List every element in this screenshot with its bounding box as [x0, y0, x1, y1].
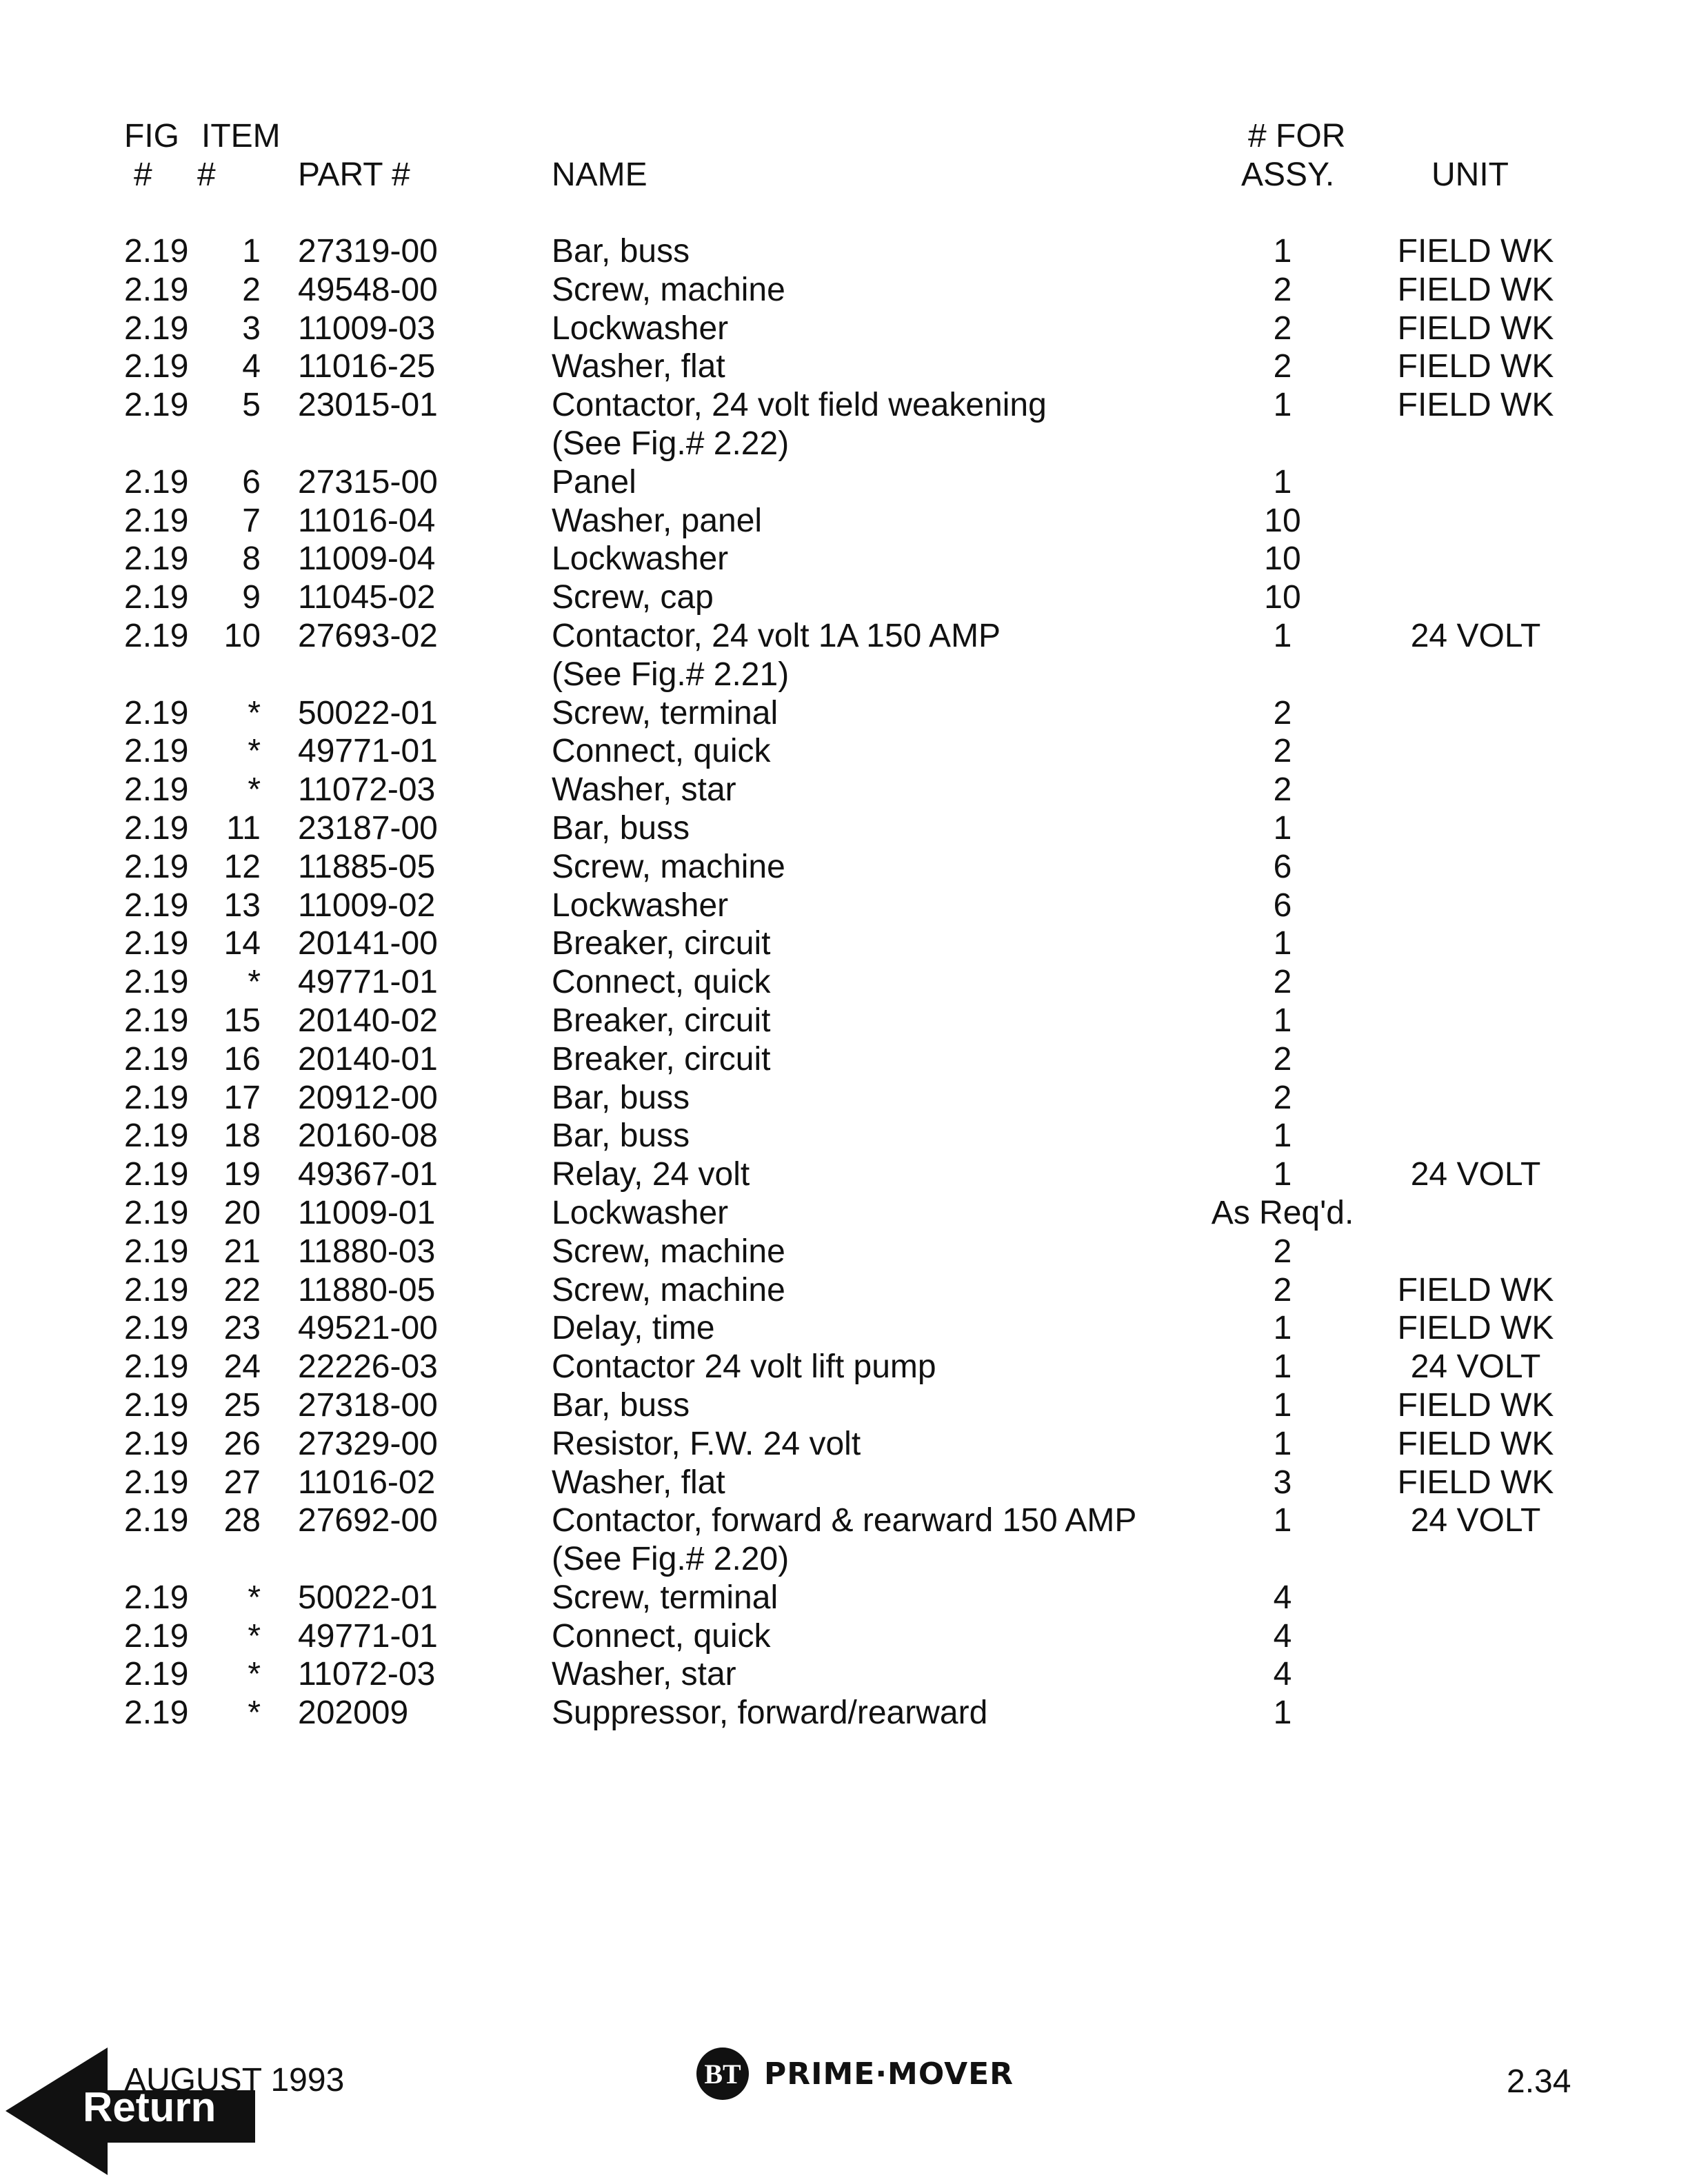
name-cell: Lockwasher	[552, 310, 729, 347]
item-cell: 7	[242, 502, 261, 539]
qty-cell: 1	[1273, 925, 1292, 962]
item-cell: 8	[242, 540, 261, 578]
table-row	[0, 887, 1688, 925]
name-cell: Bar, buss	[552, 1386, 690, 1424]
qty-cell: 1	[1273, 1156, 1292, 1193]
name-cell: Washer, panel	[552, 502, 763, 539]
part-number-cell: 27315-00	[298, 463, 438, 501]
name-cell: (See Fig.# 2.22)	[552, 425, 790, 462]
table-row	[0, 502, 1688, 540]
table-row	[0, 1617, 1688, 1656]
fig-cell: 2.19	[124, 1079, 189, 1116]
table-row	[0, 310, 1688, 348]
name-cell: (See Fig.# 2.21)	[552, 656, 790, 693]
name-cell: Contactor, 24 volt field weakening	[552, 387, 1047, 424]
unit-cell: FIELD WK	[1397, 271, 1554, 308]
fig-cell: 2.19	[124, 964, 189, 1001]
item-cell: *	[248, 1695, 261, 1732]
name-cell: Lockwasher	[552, 540, 729, 578]
unit-cell: FIELD WK	[1397, 310, 1554, 347]
qty-cell: 1	[1273, 1118, 1292, 1155]
item-cell: 11	[226, 809, 261, 847]
unit-cell: FIELD WK	[1397, 387, 1554, 424]
name-cell: Washer, flat	[552, 348, 725, 385]
qty-cell: 10	[1264, 502, 1301, 539]
name-cell: (See Fig.# 2.20)	[552, 1541, 790, 1578]
qty-cell: 2	[1273, 694, 1292, 731]
item-cell: 20	[223, 1194, 261, 1231]
name-cell: Bar, buss	[552, 1079, 690, 1116]
name-cell: Relay, 24 volt	[552, 1156, 750, 1193]
fig-cell: 2.19	[124, 1271, 189, 1308]
item-cell: 3	[242, 310, 261, 347]
item-cell: 25	[223, 1386, 261, 1424]
part-number-cell: 20141-00	[298, 925, 438, 962]
item-cell: 9	[242, 579, 261, 616]
part-number-cell: 11016-04	[298, 502, 436, 539]
part-number-cell: 49521-00	[298, 1310, 438, 1347]
table-row	[0, 924, 1688, 963]
header-item-line1: ITEM	[201, 118, 281, 154]
qty-cell: 6	[1273, 887, 1292, 924]
part-number-cell: 11009-03	[298, 310, 436, 347]
part-number-cell: 49771-01	[298, 964, 438, 1001]
header-qty-line1: # FOR	[1248, 118, 1346, 154]
header-name: NAME	[552, 156, 647, 193]
name-cell: Lockwasher	[552, 887, 729, 924]
item-cell: *	[248, 964, 261, 1001]
item-cell: 4	[242, 348, 261, 385]
item-cell: 21	[223, 1233, 261, 1270]
fig-cell: 2.19	[124, 233, 189, 270]
unit-cell: 24 VOLT	[1410, 617, 1541, 654]
unit-cell: FIELD WK	[1397, 1425, 1554, 1462]
table-row	[0, 1040, 1688, 1079]
qty-cell: As Req'd.	[1211, 1194, 1354, 1231]
fig-cell: 2.19	[124, 1233, 189, 1270]
header-fig-line1: FIG	[124, 118, 179, 154]
qty-cell: 1	[1273, 387, 1292, 424]
fig-cell: 2.19	[124, 1156, 189, 1193]
table-row	[0, 1002, 1688, 1040]
table-row	[0, 1425, 1688, 1464]
unit-cell: 24 VOLT	[1410, 1156, 1541, 1193]
qty-cell: 1	[1273, 1425, 1292, 1462]
item-cell: *	[248, 771, 261, 809]
qty-cell: 1	[1273, 1348, 1292, 1386]
name-cell: Screw, terminal	[552, 694, 778, 731]
fig-cell: 2.19	[124, 694, 189, 731]
unit-cell: FIELD WK	[1397, 1271, 1554, 1308]
fig-cell: 2.19	[124, 1310, 189, 1347]
name-cell: Washer, star	[552, 1656, 736, 1693]
table-row	[0, 1233, 1688, 1271]
fig-cell: 2.19	[124, 502, 189, 539]
name-cell: Lockwasher	[552, 1194, 729, 1231]
table-row	[0, 1464, 1688, 1502]
name-cell: Delay, time	[552, 1310, 715, 1347]
table-row	[0, 1502, 1688, 1540]
table-row	[0, 271, 1688, 310]
part-number-cell: 11009-04	[298, 540, 436, 578]
name-cell: Screw, machine	[552, 1233, 785, 1270]
part-number-cell: 20140-02	[298, 1002, 438, 1039]
fig-cell: 2.19	[124, 733, 189, 770]
part-number-cell: 11880-03	[298, 1233, 436, 1270]
fig-cell: 2.19	[124, 771, 189, 809]
name-cell: Screw, machine	[552, 1271, 785, 1308]
part-number-cell: 11072-03	[298, 1656, 436, 1693]
item-cell: 1	[242, 233, 261, 270]
fig-cell: 2.19	[124, 809, 189, 847]
fig-cell: 2.19	[124, 463, 189, 501]
item-cell: 22	[223, 1271, 261, 1308]
table-row	[0, 232, 1688, 271]
bt-logo-icon: BT	[696, 2048, 749, 2100]
fig-cell: 2.19	[124, 310, 189, 347]
name-cell: Bar, buss	[552, 233, 690, 270]
table-row	[0, 809, 1688, 848]
fig-cell: 2.19	[124, 1695, 189, 1732]
qty-cell: 1	[1273, 1386, 1292, 1424]
part-number-cell: 11880-05	[298, 1271, 436, 1308]
qty-cell: 2	[1273, 1271, 1292, 1308]
qty-cell: 1	[1273, 809, 1292, 847]
fig-cell: 2.19	[124, 1502, 189, 1539]
item-cell: 27	[223, 1464, 261, 1501]
part-number-cell: 27319-00	[298, 233, 438, 270]
name-cell: Screw, terminal	[552, 1579, 778, 1616]
item-cell: 6	[242, 463, 261, 501]
table-row	[0, 1579, 1688, 1617]
fig-cell: 2.19	[124, 540, 189, 578]
part-number-cell: 23187-00	[298, 809, 438, 847]
fig-cell: 2.19	[124, 1118, 189, 1155]
item-cell: 19	[223, 1156, 261, 1193]
name-cell: Connect, quick	[552, 733, 771, 770]
name-cell: Washer, flat	[552, 1464, 725, 1501]
fig-cell: 2.19	[124, 1617, 189, 1655]
part-number-cell: 49367-01	[298, 1156, 438, 1193]
part-number-cell: 23015-01	[298, 387, 438, 424]
table-row	[0, 1194, 1688, 1233]
header-part: PART #	[298, 156, 410, 193]
return-button[interactable]	[6, 2048, 261, 2175]
name-cell: Connect, quick	[552, 1617, 771, 1655]
qty-cell: 10	[1264, 579, 1301, 616]
qty-cell: 1	[1273, 1695, 1292, 1732]
item-cell: 18	[223, 1118, 261, 1155]
table-row	[0, 386, 1688, 425]
unit-cell: FIELD WK	[1397, 1310, 1554, 1347]
name-cell: Connect, quick	[552, 964, 771, 1001]
name-cell: Resistor, F.W. 24 volt	[552, 1425, 861, 1462]
fig-cell: 2.19	[124, 1464, 189, 1501]
item-cell: 15	[223, 1002, 261, 1039]
table-row	[0, 1271, 1688, 1310]
item-cell: 10	[223, 617, 261, 654]
name-cell: Contactor, 24 volt 1A 150 AMP	[552, 617, 1001, 654]
fig-cell: 2.19	[124, 387, 189, 424]
item-cell: *	[248, 733, 261, 770]
part-number-cell: 202009	[298, 1695, 409, 1732]
table-row	[0, 578, 1688, 617]
qty-cell: 2	[1273, 733, 1292, 770]
part-number-cell: 27692-00	[298, 1502, 438, 1539]
qty-cell: 2	[1273, 310, 1292, 347]
qty-cell: 2	[1273, 1040, 1292, 1078]
header-qty-line2: ASSY.	[1241, 156, 1335, 193]
part-number-cell: 11016-02	[298, 1464, 436, 1501]
fig-cell: 2.19	[124, 848, 189, 885]
qty-cell: 10	[1264, 540, 1301, 578]
table-row	[0, 463, 1688, 502]
name-cell: Screw, machine	[552, 848, 785, 885]
part-number-cell: 50022-01	[298, 694, 438, 731]
qty-cell: 4	[1273, 1579, 1292, 1616]
item-cell: *	[248, 1617, 261, 1655]
table-row	[0, 617, 1688, 656]
name-cell: Screw, cap	[552, 579, 714, 616]
table-row	[0, 1386, 1688, 1425]
brand-logo	[696, 2046, 1014, 2101]
item-cell: 16	[223, 1040, 261, 1078]
table-row	[0, 1694, 1688, 1732]
table-row	[0, 1155, 1688, 1194]
fig-cell: 2.19	[124, 925, 189, 962]
qty-cell: 1	[1273, 233, 1292, 270]
table-row-note	[0, 425, 1688, 463]
table-row	[0, 540, 1688, 578]
part-number-cell: 20160-08	[298, 1118, 438, 1155]
part-number-cell: 27318-00	[298, 1386, 438, 1424]
table-row	[0, 848, 1688, 887]
fig-cell: 2.19	[124, 579, 189, 616]
table-row	[0, 1348, 1688, 1386]
name-cell: Washer, star	[552, 771, 736, 809]
part-number-cell: 11885-05	[298, 848, 436, 885]
part-number-cell: 20912-00	[298, 1079, 438, 1116]
item-cell: 23	[223, 1310, 261, 1347]
name-cell: Breaker, circuit	[552, 1040, 771, 1078]
fig-cell: 2.19	[124, 1040, 189, 1078]
item-cell: 24	[223, 1348, 261, 1386]
unit-cell: FIELD WK	[1397, 1464, 1554, 1501]
part-number-cell: 11009-02	[298, 887, 436, 924]
unit-cell: 24 VOLT	[1410, 1502, 1541, 1539]
qty-cell: 1	[1273, 1002, 1292, 1039]
qty-cell: 1	[1273, 463, 1292, 501]
item-cell: 26	[223, 1425, 261, 1462]
part-number-cell: 49548-00	[298, 271, 438, 308]
table-row	[0, 347, 1688, 386]
table-row	[0, 1079, 1688, 1118]
part-number-cell: 11009-01	[298, 1194, 436, 1231]
unit-cell: FIELD WK	[1397, 348, 1554, 385]
fig-cell: 2.19	[124, 1348, 189, 1386]
part-number-cell: 11045-02	[298, 579, 436, 616]
qty-cell: 4	[1273, 1656, 1292, 1693]
qty-cell: 2	[1273, 964, 1292, 1001]
name-cell: Contactor 24 volt lift pump	[552, 1348, 936, 1386]
qty-cell: 6	[1273, 848, 1292, 885]
name-cell: Screw, machine	[552, 271, 785, 308]
fig-cell: 2.19	[124, 348, 189, 385]
item-cell: 2	[242, 271, 261, 308]
item-cell: 17	[223, 1079, 261, 1116]
item-cell: *	[248, 694, 261, 731]
item-cell: *	[248, 1579, 261, 1616]
part-number-cell: 22226-03	[298, 1348, 438, 1386]
header-unit: UNIT	[1431, 156, 1509, 193]
name-cell: Panel	[552, 463, 636, 501]
item-cell: 13	[223, 887, 261, 924]
name-cell: Bar, buss	[552, 1118, 690, 1155]
table-row	[0, 1309, 1688, 1348]
table-row	[0, 694, 1688, 733]
fig-cell: 2.19	[124, 1425, 189, 1462]
part-number-cell: 50022-01	[298, 1579, 438, 1616]
part-number-cell: 49771-01	[298, 733, 438, 770]
qty-cell: 4	[1273, 1617, 1292, 1655]
table-row	[0, 732, 1688, 771]
qty-cell: 2	[1273, 1233, 1292, 1270]
unit-cell: FIELD WK	[1397, 1386, 1554, 1424]
qty-cell: 2	[1273, 1079, 1292, 1116]
qty-cell: 2	[1273, 271, 1292, 308]
brand-name: PRIME·MOVER	[764, 2056, 1014, 2092]
part-number-cell: 27693-02	[298, 617, 438, 654]
return-label: Return	[83, 2084, 217, 2130]
table-row	[0, 1655, 1688, 1694]
name-cell: Breaker, circuit	[552, 1002, 771, 1039]
fig-cell: 2.19	[124, 1194, 189, 1231]
parts-table	[0, 232, 1688, 1732]
fig-cell: 2.19	[124, 1002, 189, 1039]
name-cell: Breaker, circuit	[552, 925, 771, 962]
item-cell: 28	[223, 1502, 261, 1539]
fig-cell: 2.19	[124, 1386, 189, 1424]
qty-cell: 1	[1273, 617, 1292, 654]
part-number-cell: 27329-00	[298, 1425, 438, 1462]
fig-cell: 2.19	[124, 887, 189, 924]
table-row	[0, 963, 1688, 1002]
name-cell: Contactor, forward & rearward 150 AMP	[552, 1502, 1137, 1539]
qty-cell: 3	[1273, 1464, 1292, 1501]
qty-cell: 2	[1273, 348, 1292, 385]
part-number-cell: 11016-25	[298, 348, 436, 385]
unit-cell: 24 VOLT	[1410, 1348, 1541, 1386]
fig-cell: 2.19	[124, 1579, 189, 1616]
part-number-cell: 11072-03	[298, 771, 436, 809]
page-number: 2.34	[1507, 2063, 1571, 2100]
fig-cell: 2.19	[124, 271, 189, 308]
fig-cell: 2.19	[124, 1656, 189, 1693]
table-row-note	[0, 1540, 1688, 1579]
item-cell: 14	[223, 925, 261, 962]
name-cell: Bar, buss	[552, 809, 690, 847]
header-fig-line2: #	[134, 156, 152, 193]
part-number-cell: 20140-01	[298, 1040, 438, 1078]
item-cell: 5	[242, 387, 261, 424]
table-row-note	[0, 656, 1688, 694]
table-row	[0, 771, 1688, 809]
unit-cell: FIELD WK	[1397, 233, 1554, 270]
fig-cell: 2.19	[124, 617, 189, 654]
qty-cell: 2	[1273, 771, 1292, 809]
footer-date: AUGUST 1993	[124, 2062, 345, 2099]
name-cell: Suppressor, forward/rearward	[552, 1695, 988, 1732]
qty-cell: 1	[1273, 1310, 1292, 1347]
part-number-cell: 49771-01	[298, 1617, 438, 1655]
qty-cell: 1	[1273, 1502, 1292, 1539]
item-cell: *	[248, 1656, 261, 1693]
header-item-line2: #	[197, 156, 216, 193]
table-row	[0, 1117, 1688, 1155]
item-cell: 12	[223, 848, 261, 885]
